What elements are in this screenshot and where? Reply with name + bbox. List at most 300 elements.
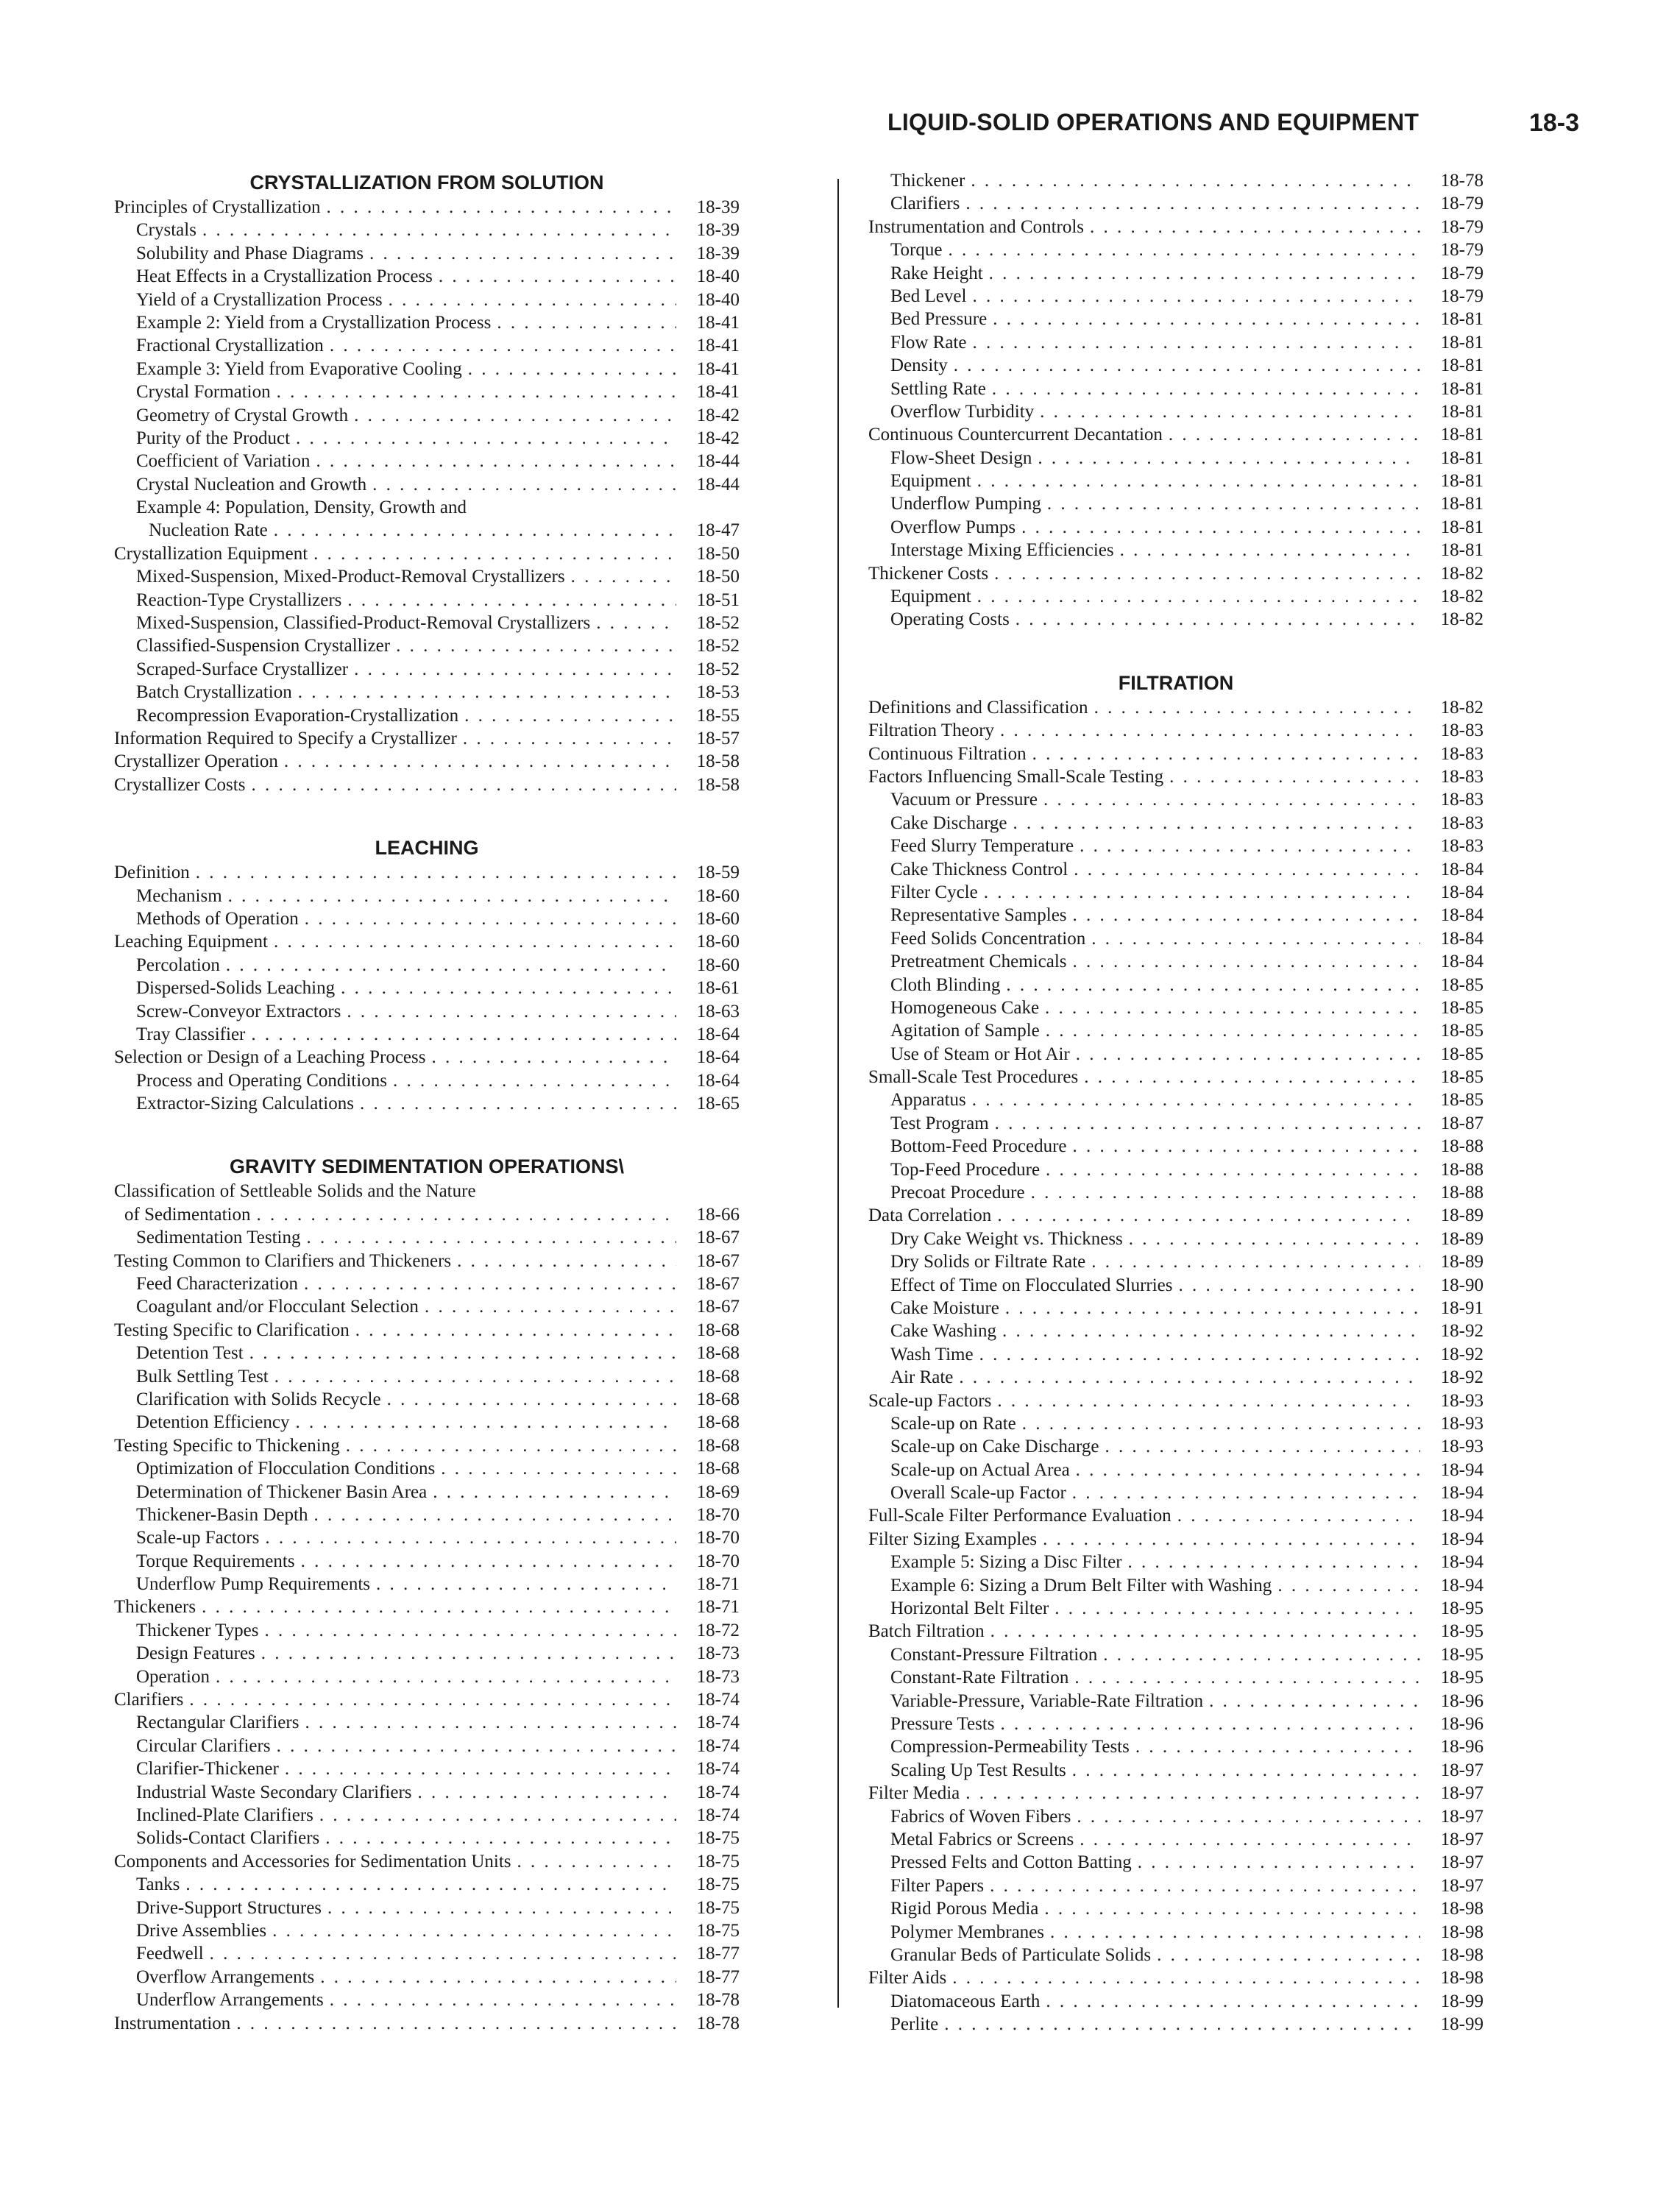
toc-entry[interactable] (868, 1366, 1484, 1389)
toc-entry[interactable] (114, 242, 740, 265)
toc-entry[interactable] (868, 1088, 1484, 1111)
toc-entry[interactable] (868, 1620, 1484, 1643)
toc-entry[interactable] (114, 1069, 740, 1092)
toc-entry[interactable] (868, 1181, 1484, 1204)
dot-leader (1157, 1944, 1420, 1966)
toc-entry[interactable] (114, 311, 740, 334)
toc-entry[interactable] (868, 1805, 1484, 1828)
toc-entry[interactable] (114, 288, 740, 311)
toc-entry[interactable] (868, 1297, 1484, 1320)
toc-entry[interactable] (114, 542, 740, 565)
dot-leader (1076, 1459, 1420, 1481)
toc-entry[interactable] (868, 1966, 1484, 1989)
toc-entry[interactable] (868, 585, 1484, 608)
toc-entry[interactable] (868, 216, 1484, 238)
toc-entry[interactable] (868, 492, 1484, 515)
toc-entry[interactable] (868, 788, 1484, 811)
toc-entry[interactable] (868, 1874, 1484, 1897)
toc-entry-page: 18-83 (1440, 836, 1484, 857)
toc-entry[interactable] (114, 1827, 740, 1849)
dot-leader (285, 1757, 676, 1780)
toc-entry-title: Test Program (890, 1113, 989, 1133)
toc-entry-page: 18-68 (696, 1389, 740, 1409)
dot-leader (997, 1389, 1420, 1412)
toc-entry[interactable] (868, 1504, 1484, 1527)
toc-entry[interactable] (114, 1226, 740, 1249)
toc-entry[interactable] (868, 1043, 1484, 1066)
toc-entry[interactable] (114, 885, 740, 907)
toc-entry[interactable] (868, 608, 1484, 631)
toc-entry[interactable] (114, 1757, 740, 1780)
dot-leader (1128, 1551, 1420, 1573)
toc-entry-title: Filter Media (868, 1783, 960, 1804)
toc-entry[interactable] (114, 589, 740, 612)
toc-entry-page: 18-99 (1440, 2014, 1484, 2035)
toc-entry[interactable] (868, 285, 1484, 308)
toc-entry-page: 18-94 (1440, 1529, 1484, 1549)
toc-entry-title: Full-Scale Filter Performance Evaluation (868, 1506, 1172, 1526)
toc-entry-title: Density (890, 355, 948, 376)
toc-entry-title: Circular Clarifiers (136, 1735, 271, 1756)
toc-entry-title: Underflow Pump Requirements (136, 1574, 371, 1595)
toc-entry[interactable] (868, 1643, 1484, 1666)
toc-entry[interactable] (114, 1092, 740, 1115)
toc-entry[interactable] (114, 1295, 740, 1318)
toc-entry[interactable] (868, 812, 1484, 835)
toc-entry-title: Bottom-Feed Procedure (890, 1136, 1067, 1157)
toc-entry[interactable] (114, 977, 740, 999)
toc-entry-page: 18-92 (1440, 1321, 1484, 1342)
toc-entry[interactable] (868, 169, 1484, 192)
toc-entry-page: 18-60 (696, 885, 740, 906)
toc-entry-title: Crystal Nucleation and Growth (136, 474, 367, 495)
toc-entry[interactable] (868, 1412, 1484, 1435)
toc-entry[interactable] (114, 1388, 740, 1411)
toc-entry-title: Mechanism (136, 885, 222, 906)
toc-entry[interactable] (868, 423, 1484, 446)
toc-entry[interactable] (114, 1804, 740, 1827)
toc-entry-page: 18-78 (696, 1990, 740, 2011)
toc-entry-title: Coefficient of Variation (136, 451, 311, 472)
toc-entry-title: Scale-up on Cake Discharge (890, 1437, 1099, 1457)
dot-leader (959, 1366, 1420, 1389)
toc-entry[interactable] (114, 2012, 740, 2035)
toc-entry[interactable] (114, 1504, 740, 1526)
toc-entry-page: 18-93 (1440, 1390, 1484, 1411)
dot-leader (1138, 1851, 1420, 1874)
dot-leader (396, 634, 676, 657)
toc-entry[interactable] (868, 1735, 1484, 1758)
toc-entry-page: 18-98 (1440, 1922, 1484, 1942)
toc-entry[interactable] (868, 1828, 1484, 1851)
toc-entry[interactable] (114, 861, 740, 884)
toc-entry-title: Inclined-Plate Clarifiers (136, 1805, 313, 1825)
toc-entry-title: Thickeners (114, 1597, 196, 1618)
dot-leader (1047, 492, 1420, 515)
toc-entry[interactable] (114, 1457, 740, 1480)
toc-entry-page: 18-74 (696, 1735, 740, 1756)
toc-entry[interactable] (868, 1944, 1484, 1966)
dot-leader (1073, 1135, 1420, 1158)
toc-entry[interactable] (868, 354, 1484, 377)
toc-entry-title: Equipment (890, 471, 971, 492)
toc-entry-page: 18-79 (1440, 194, 1484, 214)
toc-entry[interactable] (114, 380, 740, 403)
toc-entry[interactable] (868, 719, 1484, 742)
toc-entry-page: 18-83 (1440, 720, 1484, 741)
toc-entry[interactable] (868, 1690, 1484, 1713)
toc-entry-page: 18-85 (1440, 1090, 1484, 1111)
toc-entry[interactable] (114, 1000, 740, 1023)
toc-entry[interactable] (868, 447, 1484, 470)
section-heading-crystallization-from-solution: CRYSTALLIZATION FROM SOLUTION (249, 171, 604, 194)
toc-entry[interactable] (114, 1319, 740, 1342)
toc-entry[interactable] (868, 1666, 1484, 1689)
dot-leader (948, 238, 1420, 261)
dot-leader (341, 977, 676, 999)
toc-entry[interactable] (868, 858, 1484, 881)
toc-entry-page: 18-79 (1440, 240, 1484, 261)
toc-entry-page: 18-81 (1440, 540, 1484, 561)
toc-entry-title: Polymer Membranes (890, 1922, 1044, 1942)
toc-entry[interactable] (114, 196, 740, 219)
toc-entry[interactable] (868, 1389, 1484, 1412)
toc-entry[interactable] (868, 308, 1484, 330)
toc-entry[interactable] (868, 1274, 1484, 1297)
toc-entry-page: 18-83 (1440, 743, 1484, 764)
toc-entry-title: Testing Common to Clarifiers and Thickeners (114, 1250, 452, 1271)
toc-entry-page: 18-67 (696, 1274, 740, 1295)
toc-entry[interactable] (868, 881, 1484, 904)
toc-entry-page: 18-89 (1440, 1228, 1484, 1249)
dot-leader (251, 1023, 676, 1046)
toc-entry[interactable] (868, 696, 1484, 719)
toc-entry-page: 18-67 (696, 1297, 740, 1317)
toc-entry[interactable] (114, 773, 740, 796)
toc-entry-page: 18-68 (696, 1435, 740, 1456)
toc-entry-page: 18-52 (696, 659, 740, 679)
toc-entry[interactable] (868, 1481, 1484, 1504)
toc-entry[interactable] (114, 727, 740, 750)
toc-entry[interactable] (868, 1921, 1484, 1944)
toc-entry[interactable] (868, 743, 1484, 765)
toc-entry[interactable] (868, 1343, 1484, 1366)
toc-entry[interactable] (114, 704, 740, 727)
dot-leader (425, 1295, 676, 1318)
toc-entry[interactable] (868, 927, 1484, 950)
toc-entry-title: Clarifiers (114, 1690, 184, 1710)
dot-leader (468, 358, 676, 380)
toc-entry-page: 18-41 (696, 336, 740, 356)
dot-leader (284, 750, 676, 773)
toc-entry[interactable] (114, 1342, 740, 1364)
toc-entry[interactable] (868, 1551, 1484, 1573)
toc-entry-page: 18-50 (696, 567, 740, 587)
dot-leader (320, 1966, 676, 1989)
toc-entry[interactable] (114, 1046, 740, 1069)
toc-entry[interactable] (114, 634, 740, 657)
toc-entry[interactable] (114, 658, 740, 681)
toc-entry[interactable] (114, 930, 740, 953)
toc-entry[interactable] (114, 334, 740, 357)
toc-entry[interactable] (114, 750, 740, 773)
toc-entry[interactable] (114, 1919, 740, 1942)
dot-leader (1084, 1066, 1420, 1088)
toc-entry[interactable] (114, 1873, 740, 1896)
toc-entry-title: Example 6: Sizing a Drum Belt Filter with Washing (890, 1575, 1272, 1596)
toc-entry-page: 18-81 (1440, 494, 1484, 514)
dot-leader (1040, 400, 1420, 423)
toc-entry[interactable] (114, 404, 740, 427)
dot-leader (965, 192, 1420, 215)
toc-entry[interactable] (114, 1250, 740, 1272)
toc-entry[interactable] (114, 1180, 740, 1203)
toc-entry[interactable] (114, 1665, 740, 1688)
toc-entry-page: 18-96 (1440, 1690, 1484, 1711)
toc-entry-title: Operating Costs (890, 609, 1010, 630)
dot-leader (1032, 743, 1420, 765)
toc-entry[interactable] (114, 1365, 740, 1388)
toc-entry-page: 18-98 (1440, 1899, 1484, 1919)
dot-leader (1044, 1897, 1420, 1920)
toc-entry-title: Tanks (136, 1874, 180, 1895)
toc-entry[interactable] (868, 1782, 1484, 1805)
toc-entry-title: Rectangular Clarifiers (136, 1713, 300, 1733)
toc-entry[interactable] (114, 1989, 740, 2011)
toc-entry[interactable] (868, 950, 1484, 973)
dot-leader (1005, 1297, 1420, 1320)
toc-entry-title: Mixed-Suspension, Classified-Product-Removal Crystallizers (136, 613, 591, 634)
toc-entry-title: Overall Scale-up Factor (890, 1483, 1066, 1504)
toc-entry-page: 18-78 (696, 2013, 740, 2033)
toc-entry-page: 18-71 (696, 1574, 740, 1595)
toc-entry-page: 18-68 (696, 1459, 740, 1479)
dot-leader (1050, 1921, 1420, 1944)
toc-entry-title: Rigid Porous Media (890, 1899, 1039, 1919)
toc-entry[interactable] (868, 192, 1484, 215)
toc-entry[interactable] (868, 539, 1484, 562)
toc-entry-title: Batch Crystallization (136, 682, 292, 703)
toc-entry-title: Scale-up on Rate (890, 1413, 1016, 1434)
toc-entry-page: 18-72 (696, 1620, 740, 1640)
toc-entry[interactable] (114, 358, 740, 380)
toc-entry[interactable] (114, 1688, 740, 1711)
toc-entry[interactable] (868, 262, 1484, 285)
toc-entry[interactable] (868, 2013, 1484, 2036)
toc-entry[interactable] (868, 1158, 1484, 1181)
toc-entry[interactable] (114, 1966, 740, 1989)
toc-entry-title: Settling Rate (890, 378, 986, 399)
toc-entry-title: of Sedimentation (124, 1204, 251, 1225)
toc-entry[interactable] (868, 378, 1484, 400)
toc-entry[interactable] (114, 1203, 740, 1226)
toc-entry[interactable] (114, 519, 740, 542)
toc-entry-title: Example 2: Yield from a Crystallization Process (136, 312, 492, 333)
toc-entry[interactable] (868, 996, 1484, 1019)
toc-entry[interactable] (868, 765, 1484, 788)
toc-entry-title: Scale-up on Actual Area (890, 1459, 1070, 1480)
toc-entry-page: 18-94 (1440, 1459, 1484, 1480)
toc-entry[interactable] (114, 1023, 740, 1046)
toc-entry[interactable] (868, 1204, 1484, 1227)
toc-entry[interactable] (868, 1019, 1484, 1042)
toc-entry-title: Flow-Sheet Design (890, 447, 1032, 468)
toc-entry-title: Selection or Design of a Leaching Process (114, 1047, 426, 1068)
toc-entry[interactable] (868, 470, 1484, 492)
toc-entry-page: 18-89 (1440, 1252, 1484, 1272)
toc-entry-page: 18-95 (1440, 1621, 1484, 1642)
toc-entry[interactable] (868, 331, 1484, 354)
toc-entry[interactable] (114, 1735, 740, 1757)
dot-leader (1103, 1643, 1420, 1666)
toc-entry[interactable] (114, 1897, 740, 1919)
toc-entry[interactable] (868, 1250, 1484, 1273)
toc-entry-page: 18-94 (1440, 1575, 1484, 1596)
dot-leader (257, 1203, 677, 1226)
toc-entry-page: 18-81 (1440, 447, 1484, 468)
toc-entry[interactable] (868, 1228, 1484, 1250)
toc-entry[interactable] (114, 1619, 740, 1642)
toc-entry[interactable] (868, 1528, 1484, 1551)
toc-entry-title: Variable-Pressure, Variable-Rate Filtration (890, 1690, 1204, 1711)
toc-entry[interactable] (868, 1990, 1484, 2013)
toc-entry-title: Factors Influencing Small-Scale Testing (868, 766, 1164, 787)
toc-entry[interactable] (114, 1711, 740, 1734)
dot-leader (571, 565, 676, 588)
toc-entry-title: Data Correlation (868, 1205, 992, 1226)
toc-entry[interactable] (868, 1897, 1484, 1920)
toc-entry[interactable] (114, 954, 740, 977)
toc-entry-page: 18-97 (1440, 1760, 1484, 1780)
toc-entry[interactable] (114, 1434, 740, 1457)
toc-entry[interactable] (114, 1781, 740, 1804)
toc-entry-page: 18-82 (1440, 609, 1484, 630)
toc-entry-page: 18-50 (696, 543, 740, 564)
toc-entry[interactable] (868, 1435, 1484, 1458)
dot-leader (596, 612, 676, 634)
toc-entry-page: 18-41 (696, 358, 740, 379)
toc-entry[interactable] (868, 1597, 1484, 1620)
toc-entry-page: 18-77 (696, 1966, 740, 1987)
toc-entry-title: Yield of a Crystallization Process (136, 289, 383, 310)
toc-entry[interactable] (114, 427, 740, 450)
toc-entry-title: Detention Efficiency (136, 1412, 290, 1433)
toc-entry-title: Granular Beds of Particulate Solids (890, 1944, 1152, 1965)
toc-entry-page: 18-75 (696, 1851, 740, 1872)
toc-entry[interactable] (114, 565, 740, 588)
toc-entry[interactable] (114, 1642, 740, 1665)
toc-entry-title: Information Required to Specify a Crystallizer (114, 728, 457, 748)
toc-entry-title: Tray Classifier (136, 1024, 246, 1044)
dot-leader (1002, 1320, 1420, 1342)
toc-entry[interactable] (114, 496, 740, 519)
toc-entry[interactable] (114, 1573, 740, 1596)
toc-entry[interactable] (114, 265, 740, 288)
dot-leader (304, 1272, 676, 1295)
toc-entry[interactable] (114, 907, 740, 930)
toc-entry[interactable] (868, 1135, 1484, 1158)
toc-entry[interactable] (114, 1526, 740, 1549)
toc-entry[interactable] (114, 1411, 740, 1434)
section-spacer (868, 631, 1484, 670)
dot-leader (277, 380, 676, 403)
dot-leader (313, 542, 676, 565)
toc-entry-page: 18-91 (1440, 1297, 1484, 1318)
dot-leader (265, 1526, 676, 1549)
toc-entry[interactable] (868, 516, 1484, 539)
dot-leader (316, 450, 676, 472)
toc-entry[interactable] (114, 1272, 740, 1295)
toc-entry[interactable] (868, 1851, 1484, 1874)
toc-entry-title: Overflow Pumps (890, 517, 1016, 537)
toc-entry-title: Dispersed-Solids Leaching (136, 978, 336, 999)
dot-leader (1043, 1528, 1420, 1551)
toc-entry[interactable] (114, 1942, 740, 1965)
toc-entry-page: 18-65 (696, 1094, 740, 1114)
section-heading-leaching: LEACHING (375, 837, 479, 860)
toc-entry-page: 18-44 (696, 451, 740, 472)
dot-leader (463, 727, 676, 750)
dot-leader (251, 773, 676, 796)
toc-entry-title: Classified-Suspension Crystallizer (136, 636, 391, 656)
toc-entry[interactable] (868, 1713, 1484, 1735)
dot-leader (1073, 904, 1420, 927)
toc-entry[interactable] (868, 1459, 1484, 1481)
toc-entry[interactable] (868, 1112, 1484, 1135)
toc-entry[interactable] (868, 400, 1484, 423)
toc-entry[interactable] (868, 904, 1484, 927)
toc-entry[interactable] (868, 1320, 1484, 1342)
toc-entry[interactable] (114, 1596, 740, 1618)
toc-entry-page: 18-97 (1440, 1783, 1484, 1804)
dot-leader (325, 1827, 676, 1849)
dot-leader (372, 473, 676, 496)
toc-entry-page: 18-85 (1440, 1044, 1484, 1064)
toc-entry[interactable] (868, 835, 1484, 857)
toc-entry-page: 18-55 (696, 705, 740, 726)
toc-entry[interactable] (868, 238, 1484, 261)
toc-entry[interactable] (114, 219, 740, 241)
toc-entry[interactable] (868, 1066, 1484, 1088)
toc-entry-title: Underflow Arrangements (136, 1990, 324, 2011)
toc-entry[interactable] (114, 1850, 740, 1873)
dot-leader (305, 1711, 676, 1734)
dot-leader (354, 404, 676, 427)
toc-entry[interactable] (114, 1550, 740, 1573)
dot-leader (330, 334, 676, 357)
dot-leader (277, 1735, 676, 1757)
toc-entry[interactable] (114, 612, 740, 634)
toc-entry-title: Thickener (890, 171, 965, 191)
toc-entry[interactable] (114, 681, 740, 704)
toc-entry-title: Cake Moisture (890, 1297, 999, 1318)
toc-entry[interactable] (868, 1759, 1484, 1782)
toc-entry[interactable] (868, 1574, 1484, 1597)
toc-entry[interactable] (114, 450, 740, 472)
toc-entry-page: 18-82 (1440, 563, 1484, 584)
toc-entry-title: Constant-Rate Filtration (890, 1668, 1069, 1688)
toc-entry[interactable] (868, 974, 1484, 996)
toc-entry-title: Continuous Countercurrent Decantation (868, 425, 1163, 445)
toc-entry-title: Optimization of Flocculation Conditions (136, 1459, 436, 1479)
toc-entry-page: 18-42 (696, 405, 740, 425)
toc-entry-page: 18-68 (696, 1412, 740, 1433)
toc-entry-page: 18-87 (1440, 1113, 1484, 1133)
toc-entry[interactable] (114, 473, 740, 496)
toc-entry[interactable] (114, 1481, 740, 1504)
toc-entry[interactable] (868, 562, 1484, 585)
dot-leader (210, 1942, 676, 1965)
